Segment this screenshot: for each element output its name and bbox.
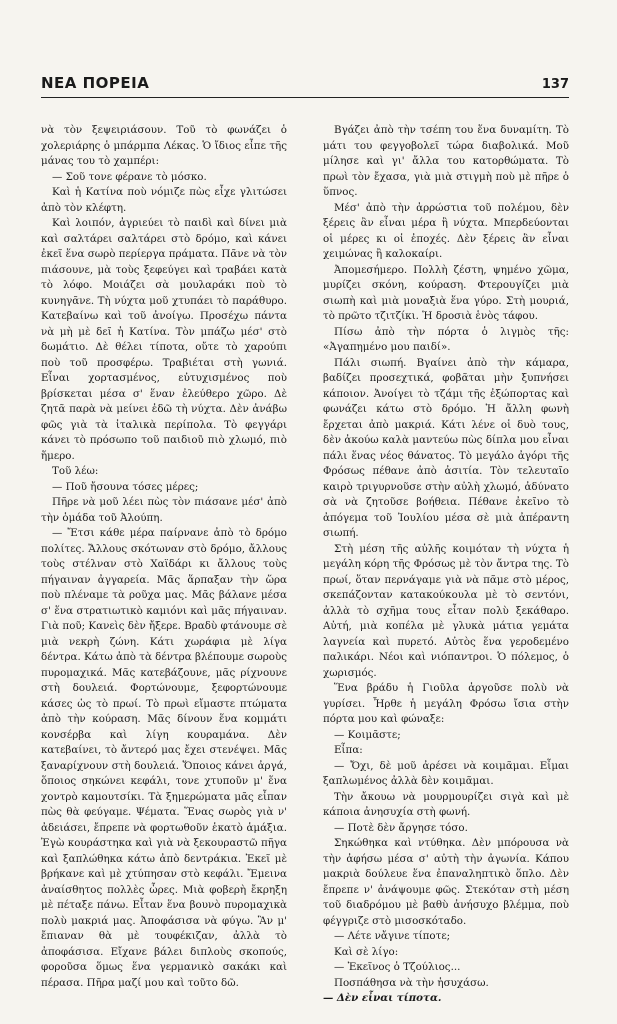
paragraph: Μέσ' ἀπὸ τὴν ἀρρώστια τοῦ πολέμου, δὲν ξέρεις ἂν εἶναι μέρα ἢ νύχτα. Μπερδεύονται οἱ μέρες κι οἱ ἐποχές. Δὲν ξέρεις ἂν εἶναι χειμώνας ἢ καλοκαίρι. [323,201,569,260]
paragraph: — Ἔτσι κάθε μέρα παίρνανε ἀπὸ τὸ δρόμο πολίτες. Ἄλλους σκότωναν στὸ δρόμο, ἄλλους τοὺς στέλναν στὸ Χαϊδάρι κι ἄλλους τοὺς πήγαιναν ἀγγαρεία. Μᾶς ἅρπαξαν τὴν ὥρα ποὺ πλέναμε τὰ ροῦχα μας. Μᾶς βάλανε μέσα σ' ἕνα στρατιωτικὸ καμιόνι καὶ μᾶς πήγαιναν. Γιὰ ποῦ; Κανεὶς δὲν ἤξερε. Βραδὺ φτάνουμε σὲ μιὰ νεκρὴ ζώνη. Κάτι χωράφια μὲ λίγα δέντρα. Κάτω ἀπὸ τὰ δέντρα βλέπουμε σωροὺς πυρομαχικά. Μᾶς κατεβάζουνε, μᾶς ρίχνουνε στὴ δουλειά. Φορτώνουμε, ξεφορτώνουμε κάσες ὡς τὸ πρωί. Τὸ πρωὶ εἴμαστε πτώματα ἀπὸ τὴν κούραση. Μᾶς δίνουν ἕνα κομμάτι κονσέρβα καὶ λίγη κουραμάνα. Δὲν κατεβαίνει, τὸ ἄντερό μας ἔχει στενέψει. Μᾶς ξαναρίχνουν στὴ δουλειά. Ὅποιος κάνει ἀργά, ὅποιος σηκώνει κεφάλι, τονε χτυποῦν μ' ἕνα χοντρὸ καμουτσίκι. Τὰ ξημερώματα μᾶς εἶπαν πὼς θὰ φεύγαμε. Ψέματα. Ἕνας σωρὸς γιὰ ν' ἀδειάσει, ἔπρεπε νὰ φορτωθοῦν ἑκατὸ ἁμάξια. Ἐγὼ κουράστηκα καὶ γιὰ νὰ ξεκουραστῶ πῆγα καὶ ξαπλώθηκα κάτω ἀπὸ δεντράκια. Ἐκεῖ μὲ βρήκανε καὶ μὲ χτύπησαν στὸ κεφάλι. Ἔμεινα ἀναίσθητος πολλὲς ὧρες. Μιὰ φοβερὴ ἔκρηξη μὲ πέταξε πάνω. Εἶταν ἕνα βουνὸ πυρομαχικὰ πολὺ μακριά μας. Ἀποφάσισα νὰ φύγω. Ἂν μ' ἔπιαναν θὰ μὲ τουφέκιζαν, ἀλλὰ τὸ ἀποφάσισα. Εἴχανε βάλει διπλοὺς σκοπούς, φοροῦσα ὅμως ἕνα γερμανικὸ σακάκι καὶ πέρασα. Πῆρα μαζί μου καὶ τοῦτο δῶ. [41,527,287,989]
paragraph: — Δὲν εἶναι τίποτα. [323,992,442,1004]
paragraph: Σηκώθηκα καὶ ντύθηκα. Δὲν μπόρουσα νὰ τὴν ἀφήσω μέσα σ' αὐτὴ τὴν ἀγωνία. Κάπου μακριὰ δούλευε ἕνα ἐπαναληπτικὸ ὅπλο. Δὲν ἔπρεπε ν' ἀνάψουμε φῶς. Στεκόταν στὴ μέση τοῦ διαδρόμου μὲ βαθὺ ἀνήσυχο βλέμμα, ποὺ φέγγριζε στὸ μισοσκόταδο. [323,837,569,927]
paragraph: — Ποτὲ δὲν ἄργησε τόσο. [334,821,468,834]
paragraph: — Σοῦ τονε φέρανε τὸ μόσκο. [52,170,207,183]
paragraph: Τὴν ἄκουω νὰ μουρμουρίζει σιγὰ καὶ μὲ κάποια ἀνησυχία στὴ φωνή. [323,790,569,818]
paragraph: Καὶ λοιπόν, ἀγριεύει τὸ παιδὶ καὶ δίνει μιὰ καὶ σαλτάρει σαλτάρει στὸ δρόμο, καὶ κάνει ἐκεῖ ἕνα σωρὸ περίεργα πράματα. Πᾶνε νὰ τὸν πιάσουνε, μὰ τοὺς ξεφεύγει καὶ τραβάει κατὰ τὸ λόφο. Μοιάζει σὰ μουλαράκι ποὺ τὸ κυνηγᾶνε. Τὴ νύχτα μοῦ χτυπάει τὸ παράθυρο. Κατεβαίνω καὶ τοῦ ἀνοίγω. Προσέχω πάντα νὰ μὴ μὲ δεῖ ἡ Κατίνα. Τὸν μπάζω μέσ' στὸ δωμάτιο. Δὲ θέλει τίποτα, οὔτε τὸ χαρούπι ποὺ τοῦ προσφέρω. Τραβιέται στὴ γωνιά. Εἶναι χορτασμένος, εὐτυχισμένος ποὺ βρίσκεται μέσα σ' ἕναν ἐλεύθερο χῶρο. Δὲ ζητᾶ παρὰ νὰ μείνει ἐδῶ τὴ νύχτα. Δὲν ἀνάβω φῶς γιὰ τὰ ἰταλικὰ περίπολα. Τὸ φεγγάρι κάνει τὸ πρόσωπο τοῦ παιδιοῦ πιὸ χλωμό, πιὸ ἥμερο. [41,217,287,462]
paragraph: Καὶ ἡ Κατίνα ποὺ νόμιζε πὼς εἶχε γλιτώσει ἀπὸ τὸν κλέφτη. [41,186,287,214]
paragraph: Εἶπα: [334,744,363,756]
paragraph: Ποσπάθησα νὰ τὴν ἡσυχάσω. [334,976,489,989]
paragraph: Στὴ μέση τῆς αὐλῆς κοιμόταν τὴ νύχτα ἡ μεγάλη κόρη τῆς Φρόσως μὲ τὸν ἄντρα της. Τὸ πρωί, ὅταν περνάγαμε γιὰ νὰ πᾶμε στὸ μέρος, σκεπάζονταν κατακούκουλα μὲ τὸ σεντόνι, ἀλλὰ τὸ σχῆμα τους εἶταν πολὺ ξεκάθαρο. Αὐτή, μιὰ κοπέλα μὲ γλυκὰ μάτια γεμάτα λαγνεία καὶ πυρετό. Αὐτὸς ἕνα γεροδεμένο παλικάρι. Νέοι καὶ νιόπαντροι. Ὁ πόλεμος, ὁ χωρισμός. [323,542,569,679]
paragraph: — Λέτε νἄγινε τίποτε; [334,930,451,942]
paragraph: Πίσω ἀπὸ τὴν πόρτα ὁ λιγμὸς τῆς: «Ἀγαπημένο μου παιδί». [323,325,569,353]
paragraph: Βγάζει ἀπὸ τὴν τσέπη του ἕνα δυναμίτη. Τὸ μάτι του φεγγοβολεῖ τώρα διαβολικά. Μοῦ μίλησε καὶ γι' ἄλλα του κατορθώματα. Τὸ πρωὶ τὸν ἔχασα, γιὰ μιὰ στιγμὴ ποὺ μὲ πῆρε ὁ ὕπνος. [323,124,569,198]
paragraph: Τοῦ λέω: [52,465,99,477]
paragraph: — Ἐκεῖνος ὁ Τζούλιος... [334,961,461,973]
running-header [41,74,569,98]
paragraph: νὰ τὸν ξεψειριάσουν. Τοῦ τὸ φωνάζει ὁ χολεριάρης ὁ μπάρμπα Λέκας. Ὁ ἴδιος εἶπε τῆς μάνας του τὸ χαμπέρι: [41,124,287,167]
paragraph: — Κοιμᾶστε; [334,728,401,741]
page-number: 137 [541,77,569,92]
paragraph: Ἀπομεσήμερο. Πολλὴ ζέστη, ψημένο χῶμα, μυρίζει σκόνη, κούραση. Φτερουγίζει μιὰ σιωπὴ καὶ μιὰ μοναξιὰ ἕνα γύρο. Στὴ μουριά, τὸ πρῶτο τζιτζίκι. Ἡ δροσιὰ ἑνὸς τάφου. [323,263,569,322]
journal-title: ΝΕΑ ΠΟΡΕΙΑ [41,74,150,92]
paragraph: — Ὄχι, δὲ μοῦ ἀρέσει νὰ κοιμᾶμαι. Εἶμαι ξαπλωμένος ἀλλὰ δὲν κοιμᾶμαι. [323,759,569,787]
paragraph: Πάλι σιωπή. Βγαίνει ἀπὸ τὴν κάμαρα, βαδίζει προσεχτικά, φοβᾶται μὴν ξυπνήσει κάποιον. Ἀνοίγει τὸ τζάμι τῆς ἐξώπορτας καὶ φωνάζει κάτω στὸ δρόμο. Ἡ ἄλλη φωνὴ ἔρχεται ἀπὸ μακριά. Κάτι λένε οἱ δυὸ τους, δὲν ἀκούω καλὰ μαντεύω πὼς δίπλα μου εἶναι πάλι ἕνας νέος θάνατος. Τὸ μεγάλο ἀγόρι τῆς Φρόσως πέθανε ἀπὸ ἀσιτία. Τὸν τελευταῖο καιρὸ τριγυρνοῦσε στὴν αὐλὴ χλωμό, ἀδύνατο σὰ νὰ ζητοῦσε βοήθεια. Πέθανε ἐκεῖνο τὸ ἀπόγεμα τοῦ Ἰουλίου μέσα σὲ μιὰ ἀπέραντη σιωπή. [323,356,569,539]
paragraph: — Ποῦ ἤσουνα τόσες μέρες; [52,480,199,493]
left-column [41,123,287,991]
paragraph: Πῆρε νὰ μοῦ λέει πὼς τὸν πιάσανε μέσ' ἀπὸ τὴν ὁμάδα τοῦ Ἀλούπη. [41,496,287,524]
right-column [323,123,569,1007]
paragraph: Ἕνα βράδυ ἡ Γιοῦλα ἀργοῦσε πολὺ νὰ γυρίσει. Ἦρθε ἡ μεγάλη Φρόσω ἴσια στὴν πόρτα μου καὶ φώναξε: [323,682,569,725]
paragraph: Καὶ σὲ λίγο: [334,945,399,958]
